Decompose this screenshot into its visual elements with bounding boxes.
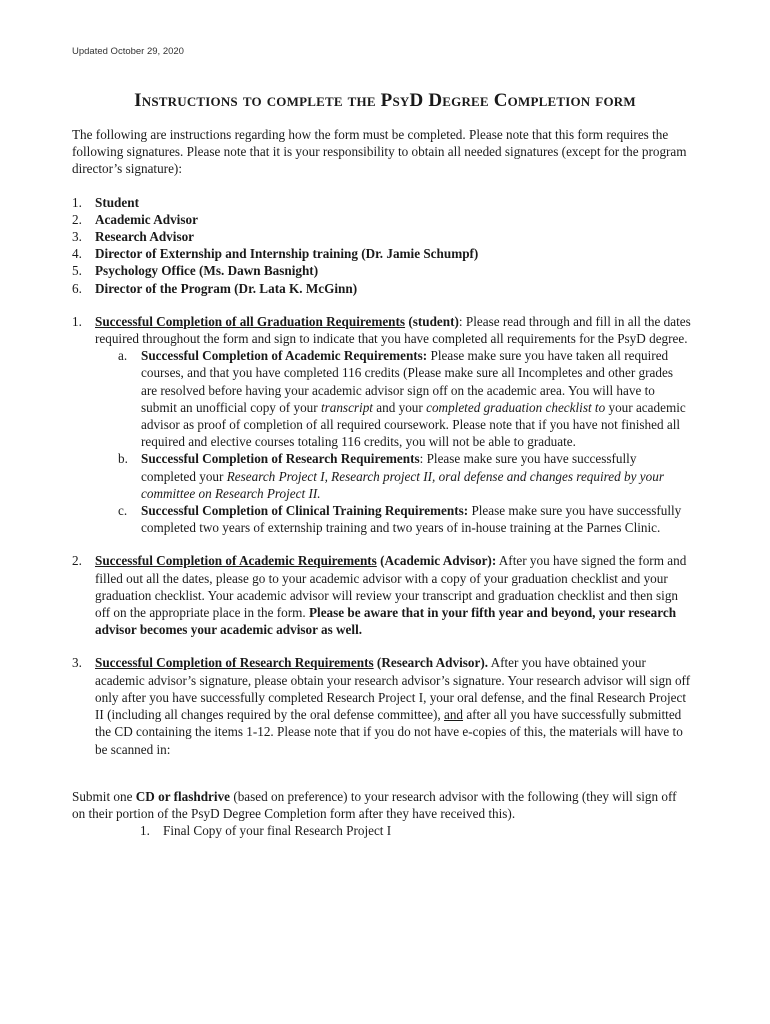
signature-item: 1. Student <box>72 194 139 210</box>
updated-date: Updated October 29, 2020 <box>72 46 184 57</box>
subsection-research: b. Successful Completion of Research Requirements: Please make sure you have successfully completed your Research Project I, Research project II, oral defense and changes required by your committee on Research Project II. <box>118 451 664 501</box>
section-research-advisor: 3. Successful Completion of Research Requirements (Research Advisor). After you have obtained your academic advisor’s signature, please obtain your research advisor’s signature. Your research advisor will sign off only after you have successfully completed Research Project I, your oral defense, and the final Research Project II (including all changes required by the oral defense committee), and after all you have successfully submitted the CD containing the items 1-12. Please note that if you do not have e-copies of this, the materials will have to be scanned in: <box>72 655 691 757</box>
section-heading: Successful Completion of Academic Requirements <box>95 553 377 569</box>
submit-paragraph: Submit one CD or flashdrive (based on preference) to your research advisor with the following (they will sign off on their portion of the PsyD Degree Completion form after they have received this). <box>72 788 677 821</box>
page-title: Instructions to complete the PsyD Degree Completion form <box>134 90 636 111</box>
signature-item: 3. Research Advisor <box>72 229 195 245</box>
signature-item: 4. Director of Externship and Internship training (Dr. Jamie Schumpf) <box>72 246 479 262</box>
document-body <box>72 126 692 839</box>
intro-paragraph: The following are instructions regarding how the form must be completed. Please note that this form requires the following signatures. Please note that it is your responsibility to obtain all needed signatures (except for the program director’s signature): <box>72 127 687 177</box>
section-heading: Successful Completion of Research Requirements <box>95 655 374 671</box>
signature-list <box>72 194 692 297</box>
section-graduation-requirements: 1. Successful Completion of all Graduation Requirements (student): Please read through and fill in all the dates required throughout the form and sign to indicate that you have completed all requirements for the PsyD degree. <box>72 313 691 347</box>
final-list-item: 1. Final Copy of your final Research Project I <box>140 823 392 839</box>
subsection-academic: a. Successful Completion of Academic Requirements: Please make sure you have taken all required courses, and that you have completed 116 credits (Please make sure all Incompletes and other grades are resolved before having your academic advisor sign off on the academic area. You will have to submit an unofficial copy of your transcript and your completed graduation checklist to your academic advisor as proof of completion of all required coursework. Please note that if you have not finished all required and elective courses totaling 116 credits, you will not be able to graduate. <box>118 348 686 450</box>
subsection-clinical: c. Successful Completion of Clinical Training Requirements: Please make sure you have successfully completed two years of externship training and two years of in-house training at the Parnes Clinic. <box>118 503 682 536</box>
section-academic-advisor: 2. Successful Completion of Academic Requirements (Academic Advisor): After you have signed the form and filled out all the dates, please go to your academic advisor with a copy of your graduation checklist and your graduation checklist. Your academic advisor will review your transcript and graduation checklist and then sign off on the appropriate place in the form. Please be aware that in your fifth year and beyond, your research advisor becomes your academic advisor as well. <box>72 553 687 638</box>
section-heading: Successful Completion of all Graduation Requirements <box>95 313 406 329</box>
signature-item: 6. Director of the Program (Dr. Lata K. McGinn) <box>72 280 358 296</box>
signature-item: 5. Psychology Office (Ms. Dawn Basnight) <box>72 263 319 279</box>
signature-item: 2. Academic Advisor <box>72 211 198 227</box>
